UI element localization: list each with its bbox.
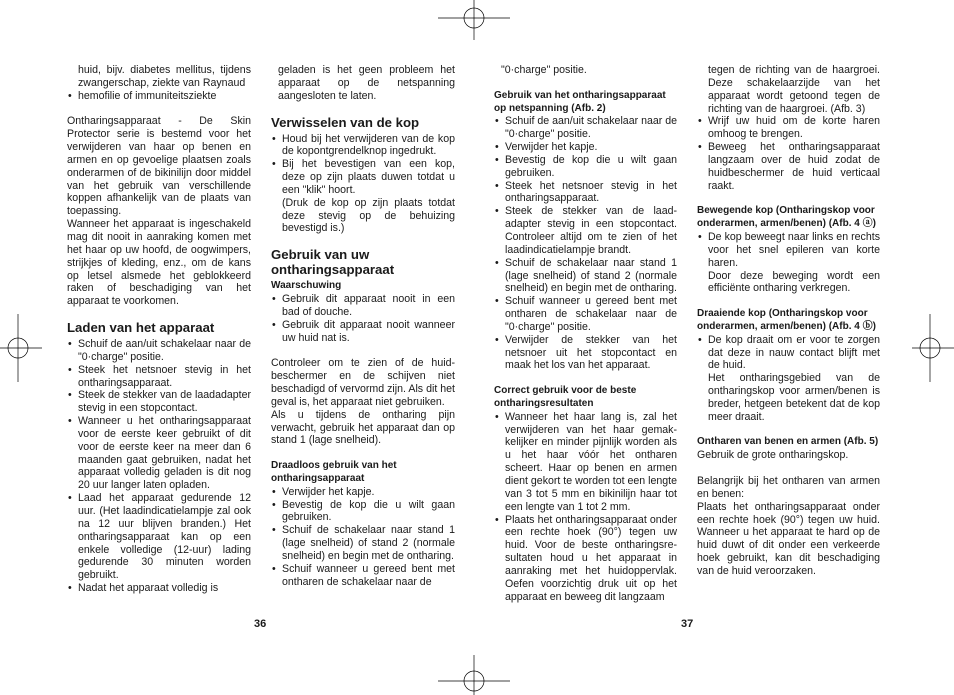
sub-heading: Correct gebruik voor de beste ontharingsresultaten <box>494 385 637 409</box>
list-item: • Bij het bevestigen van een kop, deze op zijn plaats duwen totdat u een "klik" hoort. (Druk de kop op zijn plaats totdat deze stevig op de behuizing bevestigd is.) <box>271 158 455 235</box>
list-item: • Steek de stekker van de laad-adapter stevig in een stopcontact. Controleer altijd om te zien of het laadindicatielampje brandt. <box>494 205 677 256</box>
list-item: • Plaats het ontharingsapparaat onder een rechte hoek (90°) tegen uw huid. Voor de beste ontharingsre-sultaten houd u het apparaat in aanraking met het huidoppervlak. Oefen voorzichtig druk uit op het apparaat en beweeg dit langzaam <box>494 514 677 604</box>
list-item: • De kop draait om er voor te zorgen dat deze in nauw contact blijft met de huid. Het ontharingsgebied van de ontharingskop voor armen/benen is breder, hetgeen betekent dat de kop meer draait. <box>697 334 880 424</box>
list-item: • Verwijder de stekker van het netsnoer uit het stopcontact en maak het los van het apparaat. <box>494 334 677 373</box>
page-number-right: 37 <box>681 618 694 630</box>
paragraph: Als u tijdens de ontharing pijn verwacht, gebruik het apparaat dan op stand 1 (lage snelheid). <box>271 408 455 447</box>
column-2 <box>271 64 455 589</box>
list-item: • De kop beweegt naar links en rechts voor het snel epileren van korte haren. Door deze beweging wordt een efficiënte ontharing verkregen. <box>697 231 880 295</box>
list-item: • Houd bij het verwijderen van de kop de kopontgrendelknop ingedrukt. <box>271 133 455 159</box>
sub-heading: Gebruik van het ontharingsapparaat op netspanning (Afb. 2) <box>494 89 666 114</box>
column-3 <box>494 64 677 603</box>
paragraph: Gebruik de grote ontharingskop. <box>697 449 849 462</box>
column-1 <box>67 64 251 595</box>
list-item: • Schuif wanneer u gereed bent met ontharen de schakelaar naar de "0·charge" positie. <box>494 295 677 334</box>
sub-heading: Ontharen van benen en armen (Afb. 5) <box>697 436 879 448</box>
paragraph: geladen is het geen probleem het apparaat op de netspanning aangesloten te laten. <box>278 64 455 102</box>
list-item: • Steek de stekker van de laadadapter stevig in een stopcontact. <box>67 389 251 415</box>
column-4 <box>697 64 880 578</box>
list-item: • Schuif de schakelaar naar stand 1 (lage snelheid) of stand 2 (normale snelheid) en begin met de ontharing. <box>271 524 455 563</box>
list-item: • Schuif de schakelaar naar stand 1 (lage snelheid) of stand 2 (normale snelheid) en begin met de ontharing. <box>494 257 677 296</box>
list-item: • hemofilie of immuniteitsziekte <box>67 90 251 103</box>
section-heading: Verwisselen van de kop <box>271 114 420 130</box>
list-item: • Verwijder het kapje. <box>494 141 677 154</box>
paragraph: Wanneer het apparaat is ingeschakeld mag dit nooit in aanraking komen met het haar op uw hoofd, de oogwimpers, strijkjes of kleding, enz., om de kans op letsel alsmede het geblokkeerd raken of beschadiging van het apparaat te voorkomen. <box>67 218 251 308</box>
intro-text: huid, bijv. diabetes mellitus, tijdens zwangerschap, ziekte van Raynaud <box>78 64 251 89</box>
list-item: • Gebruik dit apparaat nooit in een bad of douche. <box>271 293 455 319</box>
paragraph: "0·charge" positie. <box>501 64 587 76</box>
paragraph: Ontharingsapparaat - De Skin Protector serie is bestemd voor het verwijderen van haar op benen en armen en op gevoelige plaatsen zoals onderarmen of de bikinilijn door middel van het gebruik van verschillende koppen afhankelijk van de plaats van toepassing. <box>67 115 251 218</box>
intro-list <box>67 90 251 103</box>
sub-heading: Bewegende kop (Ontharingskop voor onderarmen, armen/benen) (Afb. 4 ⓐ) <box>697 205 876 230</box>
list-item: • Wanneer u het ontharingsapparaat voor de eerste keer gebruikt of dit voor de eerste keer na meer dan 6 maanden gaat gebruiken, nadat het apparaat volledig geladen is dit nog 20 uur langer laten opladen. <box>67 415 251 492</box>
list-item: • Schuif de aan/uit schakelaar naar de "0·charge" positie. <box>494 115 677 141</box>
list-item: • Steek het netsnoer stevig in het ontharingsapparaat. <box>494 180 677 206</box>
paragraph: Controleer om te zien of de huid-beschermer en de schijven niet beschadigd of vervormd zijn. Als dit het geval is, het apparaat niet gebruiken. <box>271 357 455 408</box>
moving-head-list <box>697 231 880 295</box>
sub-heading: Draadloos gebruik van het ontharingsapparaat <box>271 460 397 484</box>
charging-steps <box>67 338 251 595</box>
list-item: • Verwijder het kapje. <box>271 486 455 499</box>
head-change-steps <box>271 133 455 236</box>
list-item: • Wanneer het haar lang is, zal het verwijderen van het haar gemak-kelijker en minder pijnlijk worden als u het haar vóór het ontharen scheert. Haar op benen en armen dient gekort te worden tot een lengte van 3 tot 5 mm en bikinilijn haar tot een lengte van 1 tot 2 mm. <box>494 411 677 514</box>
section-heading: Laden van het apparaat <box>67 320 215 336</box>
list-item: • Wrijf uw huid om de korte haren omhoog te brengen. <box>697 115 880 141</box>
rotating-head-list <box>697 334 880 424</box>
sub-heading: Waarschuwing <box>271 280 342 292</box>
usage-tips <box>494 411 677 604</box>
list-item: • Nadat het apparaat volledig is <box>67 582 251 595</box>
cordless-steps <box>271 486 455 589</box>
list-item: • Bevestig de kop die u wilt gaan gebruiken. <box>494 154 677 180</box>
paragraph: Belangrijk bij het ontharen van armen en benen: <box>697 475 880 500</box>
page-number-left: 36 <box>254 618 267 630</box>
sub-heading: Draaiende kop (Ontharingskop voor onderarmen, armen/benen) (Afb. 4 ⓑ) <box>697 308 876 332</box>
list-item: • Steek het netsnoer stevig in het ontharingsapparaat. <box>67 364 251 390</box>
list-item: • Laad het apparaat gedurende 12 uur. (Het laadindicatielampje zal ook na 12 uur blijven branden.) Het ontharingsapparaat kan op een enkele volledige (12-uur) lading gedurende 30 minuten worden gebruikt. <box>67 492 251 582</box>
list-item: • Schuif de aan/uit schakelaar naar de "0·charge" positie. <box>67 338 251 364</box>
paragraph: tegen de richting van de haargroei. Deze schakelaarzijde van het apparaat wordt getoond tegen de richting van de haargroei. (Afb. 3) <box>708 64 880 115</box>
list-item: • Schuif wanneer u gereed bent met ontharen de schakelaar naar de <box>271 563 455 589</box>
list-item: • Beweeg het ontharingsapparaat langzaam over de huid zodat de huidbeschermer de huid verticaal raakt. <box>697 141 880 192</box>
list-item: • Gebruik dit apparaat nooit wanneer uw huid nat is. <box>271 319 455 345</box>
warning-list <box>271 293 455 344</box>
paragraph: Plaats het ontharingsapparaat onder een rechte hoek (90°) tegen uw huid. Wanneer u het apparaat te hard op de huid duwt of dit onder een verkeerde hoek gebruikt, kan dit beschadiging van de huid veroorzaken. <box>697 500 880 577</box>
mains-steps <box>494 115 677 372</box>
list-item: • Bevestig de kop die u wilt gaan gebruiken. <box>271 499 455 525</box>
section-heading: Gebruik van uw ontharingsapparaat <box>271 247 395 278</box>
tips-list <box>697 115 880 192</box>
